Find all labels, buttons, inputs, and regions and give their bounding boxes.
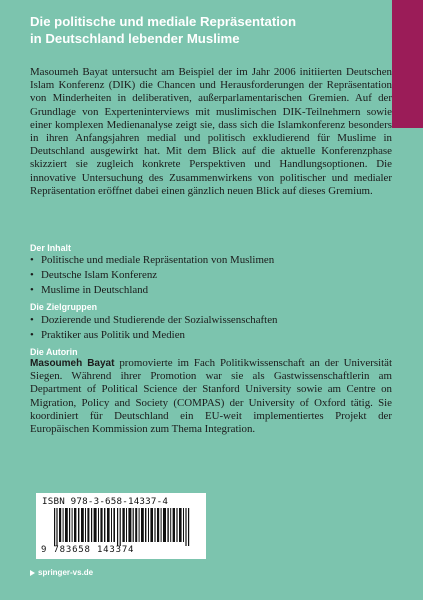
- publisher-footer[interactable]: [30, 568, 93, 577]
- section-heading-inhalt: Der Inhalt: [30, 243, 71, 253]
- author-name: Masoumeh Bayat: [30, 358, 115, 369]
- list-item: • Dozierende und Studierende der Sozialwissenschaften: [30, 313, 392, 328]
- publisher-link[interactable]: springer-vs.de: [38, 568, 94, 577]
- list-item: • Praktiker aus Politik und Medien: [30, 328, 392, 343]
- author-bio: promovierte im Fach Politikwissenschaft an der Universität Siegen. Während ihrer Promotion war sie als Gastwissenschaftlerin am Department of Political Science der Stanford University sowie am Centre on Migration, Policy and Society (COMPAS) der University of Oxford tätig. Sie koordiniert für Deutschland ein EU-weit implementiertes Projekt der Europäischen Kommission zum Thema Integration.: [30, 357, 392, 436]
- list-item: • Politische und mediale Repräsentation von Muslimen: [30, 253, 392, 268]
- author-paragraph: [30, 357, 392, 436]
- isbn-label: ISBN 978-3-658-14337-4: [42, 496, 169, 507]
- accent-stripe: [392, 0, 423, 128]
- list-item: • Muslime in Deutschland: [30, 283, 392, 298]
- barcode: [36, 493, 206, 559]
- arrow-right-icon: [30, 570, 35, 576]
- zielgruppen-list: [30, 313, 392, 343]
- barcode-bars-icon: [54, 508, 196, 546]
- inhalt-list: [30, 253, 392, 297]
- section-heading-zielgruppen: Die Zielgruppen: [30, 302, 98, 312]
- barcode-digits: 9 783658 143374: [41, 545, 135, 555]
- section-heading-autorin: Die Autorin: [30, 347, 78, 357]
- description-paragraph: Masoumeh Bayat untersucht am Beispiel der im Jahr 2006 initiierten Deutschen Islam Konferenz (DIK) die Chancen und Herausforderungen der Repräsentation von Minderheiten in deliberativen, außerparlamentarischen Gremien. Auf der Grundlage von Experteninterviews mit muslimischen DIK-Teilnehmern sowie einer komplexen Medienanalyse zeigt sie, dass sich die Islamkonferenz besonders in ihren Anfangsjahren medial und politisch exkludierend für Muslime in Deutschland ausgewirkt hat. Mit dem Blick auf die aktuelle Konferenzphase skizziert sie zugleich konkrete Perspektiven und Handlungsoptionen. Die innovative Untersuchung des Zusammenwirkens von politischer und medialer Repräsentation eröffnet dabei einen gänzlich neuen Blick auf dieses Gremium.: [30, 66, 392, 197]
- book-title: [30, 14, 370, 47]
- title-line-2: in Deutschland lebender Muslime: [30, 30, 240, 46]
- list-item: • Deutsche Islam Konferenz: [30, 268, 392, 283]
- title-line-1: Die politische und mediale Repräsentation: [30, 14, 297, 29]
